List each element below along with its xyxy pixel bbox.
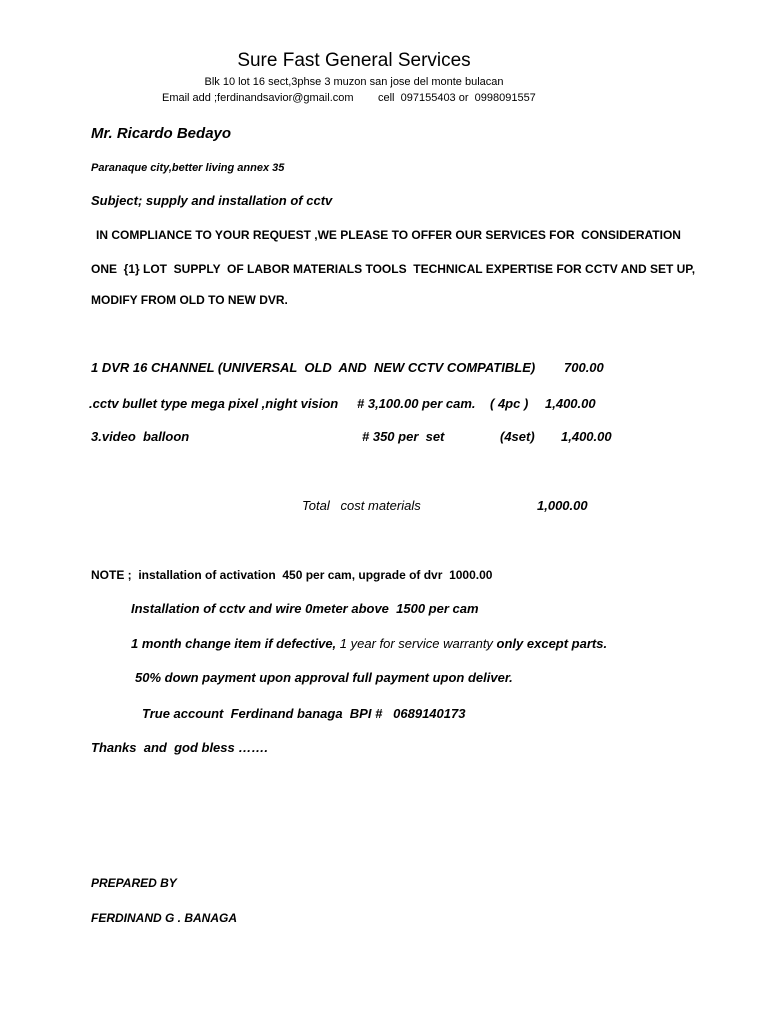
item-1-desc: 1 DVR 16 CHANNEL (UNIVERSAL OLD AND NEW CCTV COMPATIBLE) — [91, 360, 536, 375]
item-3-rate: # 350 per set — [362, 429, 445, 444]
signatory-name: FERDINAND G . BANAGA — [91, 911, 237, 925]
company-cell: cell 097155403 or 0998091557 — [378, 92, 536, 104]
recipient-name: Mr. Ricardo Bedayo — [91, 125, 232, 142]
closing-line: Thanks and god bless ……. — [91, 740, 268, 755]
note-1: NOTE ; installation of activation 450 per cam, upgrade of dvr 1000.00 — [91, 568, 493, 582]
total-label: Total cost materials — [302, 498, 421, 513]
note-3 — [131, 637, 607, 650]
company-address: Blk 10 lot 16 sect,3phse 3 muzon san jose del monte bulacan — [204, 76, 504, 88]
note-2: Installation of cctv and wire 0meter above 1500 per cam — [131, 601, 479, 616]
note-3-part-b: 1 year for service warranty — [336, 636, 493, 651]
company-name: Sure Fast General Services — [237, 50, 471, 71]
intro-line-2: ONE {1} LOT SUPPLY OF LABOR MATERIALS TOOLS TECHNICAL EXPERTISE FOR CCTV AND SET UP, — [91, 262, 696, 276]
note-4: 50% down payment upon approval full payment upon deliver. — [135, 670, 513, 685]
item-2-amount: 1,400.00 — [545, 396, 596, 411]
intro-line-3: MODIFY FROM OLD TO NEW DVR. — [91, 293, 288, 307]
note-3-part-c: only except parts. — [492, 636, 608, 651]
prepared-by-label: PREPARED BY — [91, 876, 177, 890]
item-1-amount: 700.00 — [564, 360, 604, 375]
total-amount: 1,000.00 — [537, 498, 588, 513]
company-email: Email add ;ferdinandsavior@gmail.com — [162, 92, 354, 104]
intro-line-1: IN COMPLIANCE TO YOUR REQUEST ,WE PLEASE TO OFFER OUR SERVICES FOR CONSIDERATION — [96, 228, 681, 242]
item-2-rate: # 3,100.00 per cam. — [357, 396, 476, 411]
item-2-desc: .cctv bullet type mega pixel ,night vision — [89, 396, 339, 411]
item-3-desc: 3.video balloon — [91, 429, 190, 444]
item-3-qty: (4set) — [500, 429, 535, 444]
note-5: True account Ferdinand banaga BPI # 0689140173 — [142, 706, 466, 721]
recipient-address: Paranaque city,better living annex 35 — [91, 162, 285, 174]
note-3-part-a: 1 month change item if defective, — [131, 636, 337, 651]
subject-line: Subject; supply and installation of cctv — [91, 193, 333, 208]
item-2-qty: ( 4pc ) — [490, 396, 529, 411]
item-3-amount: 1,400.00 — [561, 429, 612, 444]
